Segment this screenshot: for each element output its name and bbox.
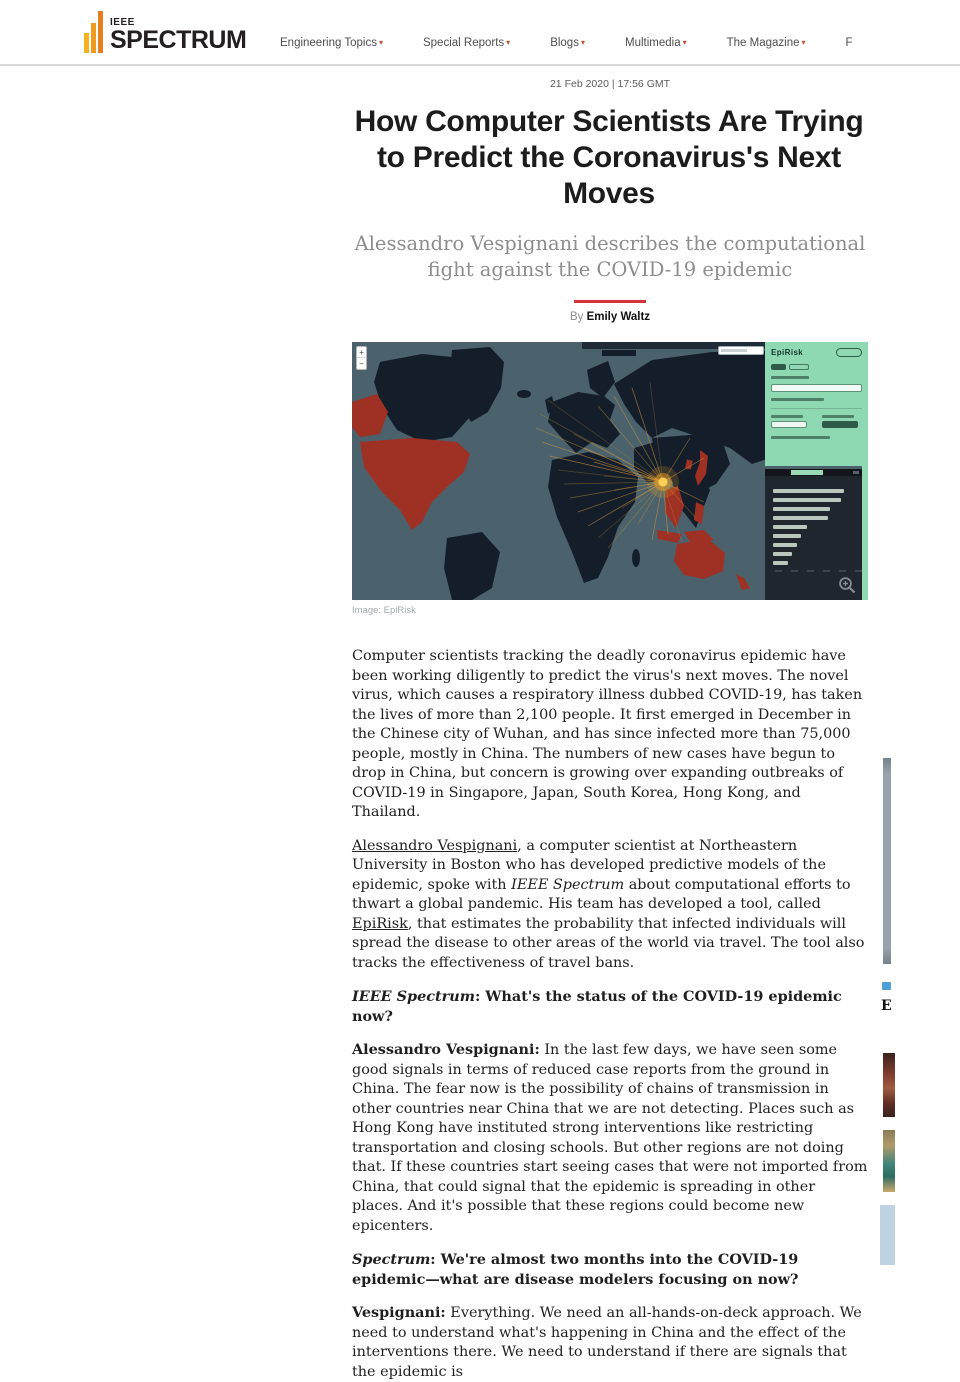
nav-multimedia[interactable]: Multimedia ▾ xyxy=(624,37,687,49)
epirisk-logo: EpiRisk xyxy=(771,348,804,357)
epirisk-panel xyxy=(765,342,868,466)
nav-partial-item[interactable]: F xyxy=(845,37,853,49)
epirisk-map-image[interactable] xyxy=(352,342,868,600)
paragraph: Computer scientists tracking the deadly coronavirus epidemic have been working diligently to predict the virus's next moves. The novel virus, which causes a respiratory illness dubbed COVID-19, has taken the lives of more than 2,100 people. It first emerged in December in the Chinese city of Wuhan, and has since infected more than 75,000 people, mostly in China. The numbers of new cases have begun to drop in China, but concern is growing over expanding outbreaks of COVID-19 in Singapore, Japan, South Korea, Hong Kong, and Thailand. xyxy=(352,648,863,820)
nav-engineering-topics[interactable]: Engineering Topics ▾ xyxy=(280,37,383,49)
scrollbar-thumb[interactable] xyxy=(883,758,891,964)
nav-the-magazine[interactable]: The Magazine ▾ xyxy=(726,37,806,49)
paragraph: Alessandro Vespignani, a computer scientist at Northeastern University in Boston who has developed predictive models of the epidemic, spoke with IEEE Spectrum about computational efforts to thwart a global pandemic. His team has developed a tool, called EpiRisk, that estimates the probability that infected individuals will spread the disease to other areas of the world via travel. The tool also tracks the effectiveness of travel bans. xyxy=(352,837,865,971)
chevron-down-icon: ▾ xyxy=(682,38,687,47)
nav-special-reports[interactable]: Special Reports ▾ xyxy=(422,37,511,49)
sidebar-block[interactable] xyxy=(880,1205,895,1265)
article-title: How Computer Scientists Are Trying to Predict the Coronavirus's Next Moves xyxy=(354,105,864,210)
chevron-down-icon: ▾ xyxy=(580,38,585,47)
zoom-out-icon: − xyxy=(359,359,364,368)
image-caption: Image: EpiRisk xyxy=(352,605,416,616)
main-nav xyxy=(280,37,853,49)
ieee-spectrum-logo[interactable] xyxy=(84,11,246,53)
destination-bars xyxy=(773,489,854,565)
logo-ieee-text: IEEE xyxy=(110,17,135,28)
question: IEEE Spectrum: What's the status of the COVID-19 epidemic now? xyxy=(352,988,842,1025)
panel-toggle[interactable] xyxy=(771,364,862,370)
map-search-input[interactable] xyxy=(718,346,764,355)
expand-image-icon[interactable] xyxy=(838,576,857,595)
answer: Vespignani: Everything. We need an all-hands-on-deck approach. We need to understand what's happening in China and the effect of the interventions there. We need to understand if there are signals that the epidemic is xyxy=(352,1304,862,1380)
answer: Alessandro Vespignani: In the last few days, we have seen some good signals in terms of reduced case reports from the ground in China. The fear now is the possibility of chains of transmission in other countries near China that we are not detecting. Places such as Hong Kong have instituted strong interventions like restricting transportation and closing schools. But other regions are not doing that. If these countries start seeing cases that were not imported from China, that could signal that the epidemic is spreading in other places. And it's possible that these regions could become new epicenters. xyxy=(352,1041,868,1234)
epirisk-link[interactable]: EpiRisk xyxy=(352,915,408,932)
chevron-down-icon: ▾ xyxy=(378,38,383,47)
article-body xyxy=(352,647,868,1380)
question: Spectrum: We're almost two months into the COVID-19 epidemic—what are disease modelers focusing on now? xyxy=(352,1251,799,1288)
chevron-down-icon: ▾ xyxy=(506,38,511,47)
chevron-down-icon: ▾ xyxy=(801,38,806,47)
article-subtitle: Alessandro Vespignani describes the computational fight against the COVID-19 epidemic xyxy=(354,232,866,281)
site-header xyxy=(0,0,960,66)
panel-tab[interactable] xyxy=(791,470,823,475)
panel-button[interactable] xyxy=(836,348,862,357)
byline: By Emily Waltz xyxy=(569,311,651,323)
panel-edge xyxy=(862,466,868,600)
related-thumbnail-1[interactable] xyxy=(883,1053,895,1117)
spectrum-bars-icon xyxy=(84,11,103,53)
panel-input[interactable] xyxy=(771,384,862,392)
logo-spectrum-text: SPECTRUM xyxy=(110,26,247,54)
social-icon[interactable] xyxy=(882,982,891,990)
related-thumbnail-2[interactable] xyxy=(883,1130,895,1192)
partial-headline-letter: E xyxy=(881,998,892,1014)
map-zoom-control[interactable] xyxy=(356,346,367,370)
destinations-panel xyxy=(765,469,862,600)
zoom-in-icon: + xyxy=(357,347,366,358)
publish-date: 21 Feb 2020 | 17:56 GMT xyxy=(549,78,671,90)
author-link[interactable]: Emily Waltz xyxy=(586,311,651,323)
nav-blogs[interactable]: Blogs ▾ xyxy=(550,37,585,49)
vespignani-link[interactable]: Alessandro Vespignani xyxy=(352,837,518,854)
byline-rule xyxy=(574,300,646,303)
